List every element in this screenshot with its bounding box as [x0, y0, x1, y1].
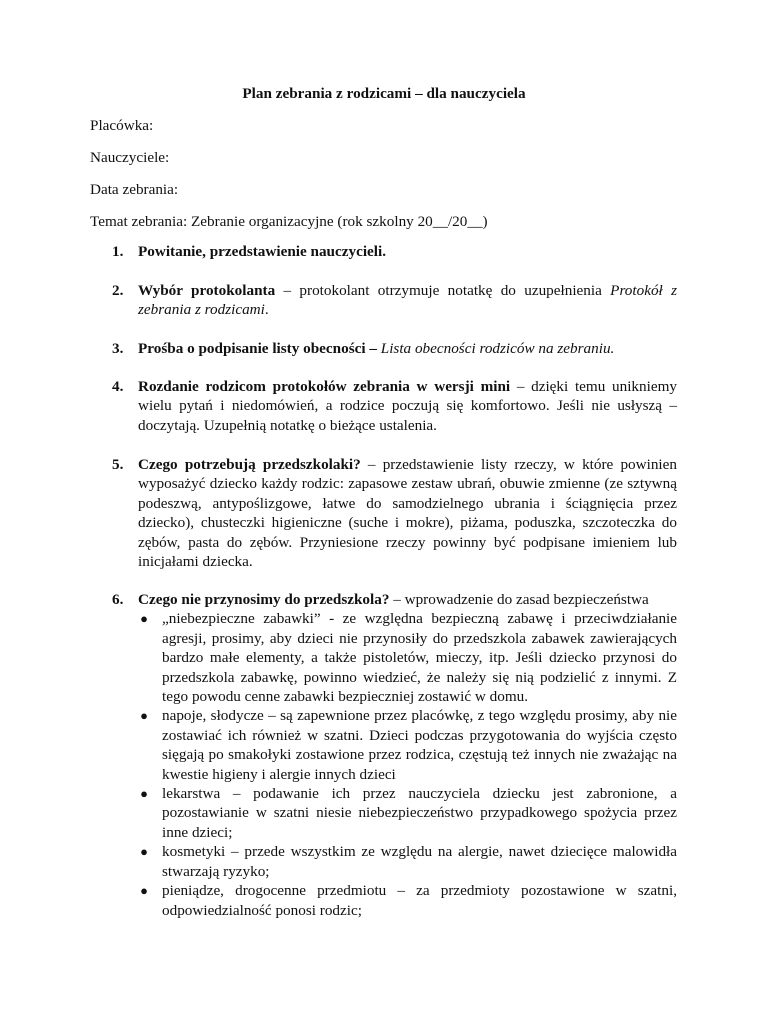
agenda-item-1	[112, 242, 677, 261]
bullet-icon: ●	[140, 708, 148, 724]
bullet-list	[138, 609, 677, 920]
item-number: 6.	[112, 591, 124, 608]
bullet-text: kosmetyki – przede wszystkim ze względu na alergie, nawet dziecięce malowidła stwarzają ryzyko;	[162, 843, 677, 880]
item-number: 1.	[112, 243, 124, 260]
agenda-item-2	[112, 281, 677, 320]
item-heading: Czego potrzebują przedszkolaki?	[138, 456, 361, 473]
bullet-icon: ●	[140, 883, 148, 899]
item-text: – protokolant otrzymuje notatkę do uzupełnienia	[275, 282, 611, 299]
agenda-item-5	[112, 455, 677, 571]
item-heading: Czego nie przynosimy do przedszkola?	[138, 591, 390, 608]
item-heading: Wybór protokolanta	[138, 282, 276, 299]
item-heading: Prośba o podpisanie listy obecności –	[138, 340, 377, 357]
bullet-icon: ●	[140, 844, 148, 860]
field-data-zebrania: Data zebrania:	[90, 181, 179, 198]
item-italic-ref: Protokół z zebrania z rodzicami	[138, 282, 677, 319]
item-number: 2.	[112, 282, 124, 299]
bullet-item	[138, 842, 677, 881]
bullet-text: pieniądze, drogocenne przedmiotu – za przedmioty pozostawione w szatni, odpowiedzialność ponosi rodzic;	[162, 882, 677, 919]
agenda-item-3	[112, 339, 677, 358]
item-heading: Powitanie, przedstawienie nauczycieli.	[138, 243, 387, 260]
bullet-text: lekarstwa – podawanie ich przez nauczyciela dziecku jest zabronione, a pozostawianie w szatni niesie niebezpieczeństwo przypadkowego spożycia przez inne dzieci;	[162, 785, 677, 841]
bullet-text: „niebezpieczne zabawki” - ze względna bezpieczną zabawę i przeciwdziałanie agresji, prosimy, aby dzieci nie przynosiły do przedszkola zabawek zawierających bardzo małe elementy, a także pistoletów, mieczy, itp. Jeśli dziecko przynosi do przedszkola zabawkę, powinno wiedzieć, że należy się nią podzielić z innymi. Z tego powodu cenne zabawki bezpieczniej zostawić w domu.	[162, 610, 677, 706]
item-number: 5.	[112, 456, 124, 473]
item-number: 3.	[112, 340, 124, 357]
bullet-item	[138, 881, 677, 920]
bullet-icon: ●	[140, 786, 148, 802]
bullet-item	[138, 609, 677, 706]
item-number: 4.	[112, 378, 124, 395]
agenda-item-4	[112, 377, 677, 435]
item-text: – dzięki temu unikniemy wielu pytań i niedomówień, a rodzice poczują się komfortowo. Jeśli nie usłyszą – doczytają. Uzupełnią notatkę o bieżące ustalenia.	[138, 378, 677, 434]
bullet-item	[138, 784, 677, 842]
field-placowka: Placówka:	[90, 117, 154, 134]
bullet-item	[138, 706, 677, 784]
bullet-text: napoje, słodycze – są zapewnione przez placówkę, z tego względu prosimy, aby nie zostawiać ich również w szatni. Dzieci podczas przygotowania do wyjścia często sięgają po smakołyki zostawione przez rodzica, częstują też innych nie zważając na kwestie higieny i alergie innych dzieci	[162, 707, 677, 783]
field-nauczyciele: Nauczyciele:	[90, 149, 170, 166]
field-temat-zebrania: Temat zebrania: Zebranie organizacyjne (rok szkolny 20__/20__)	[90, 213, 488, 230]
item-text-end: .	[264, 301, 269, 319]
item-heading: Rozdanie rodzicom protokołów zebrania w wersji mini	[138, 378, 511, 395]
item-italic-ref: Lista obecności rodziców na zebraniu.	[380, 340, 615, 357]
item-text: – przedstawienie listy rzeczy, w które powinien wyposażyć dziecko każdy rodzic: zapasowe zestaw ubrań, obuwie zmienne (ze sztywną podeszwą, antypoślizgowe, łatwe do samodzielnego ubrania i ściągnięcia przez dziecko), chusteczki higieniczne (suche i mokre), piżama, poduszka, szczoteczka do zębów, pasta do zębów. Przyniesione rzeczy powinny być podpisane imieniem lub inicjałami dziecka.	[138, 456, 677, 571]
agenda-item-6	[112, 590, 677, 920]
document-title: Plan zebrania z rodzicami – dla nauczyciela	[242, 85, 526, 102]
item-text: – wprowadzenie do zasad bezpieczeństwa	[389, 591, 649, 608]
bullet-icon: ●	[140, 611, 148, 627]
